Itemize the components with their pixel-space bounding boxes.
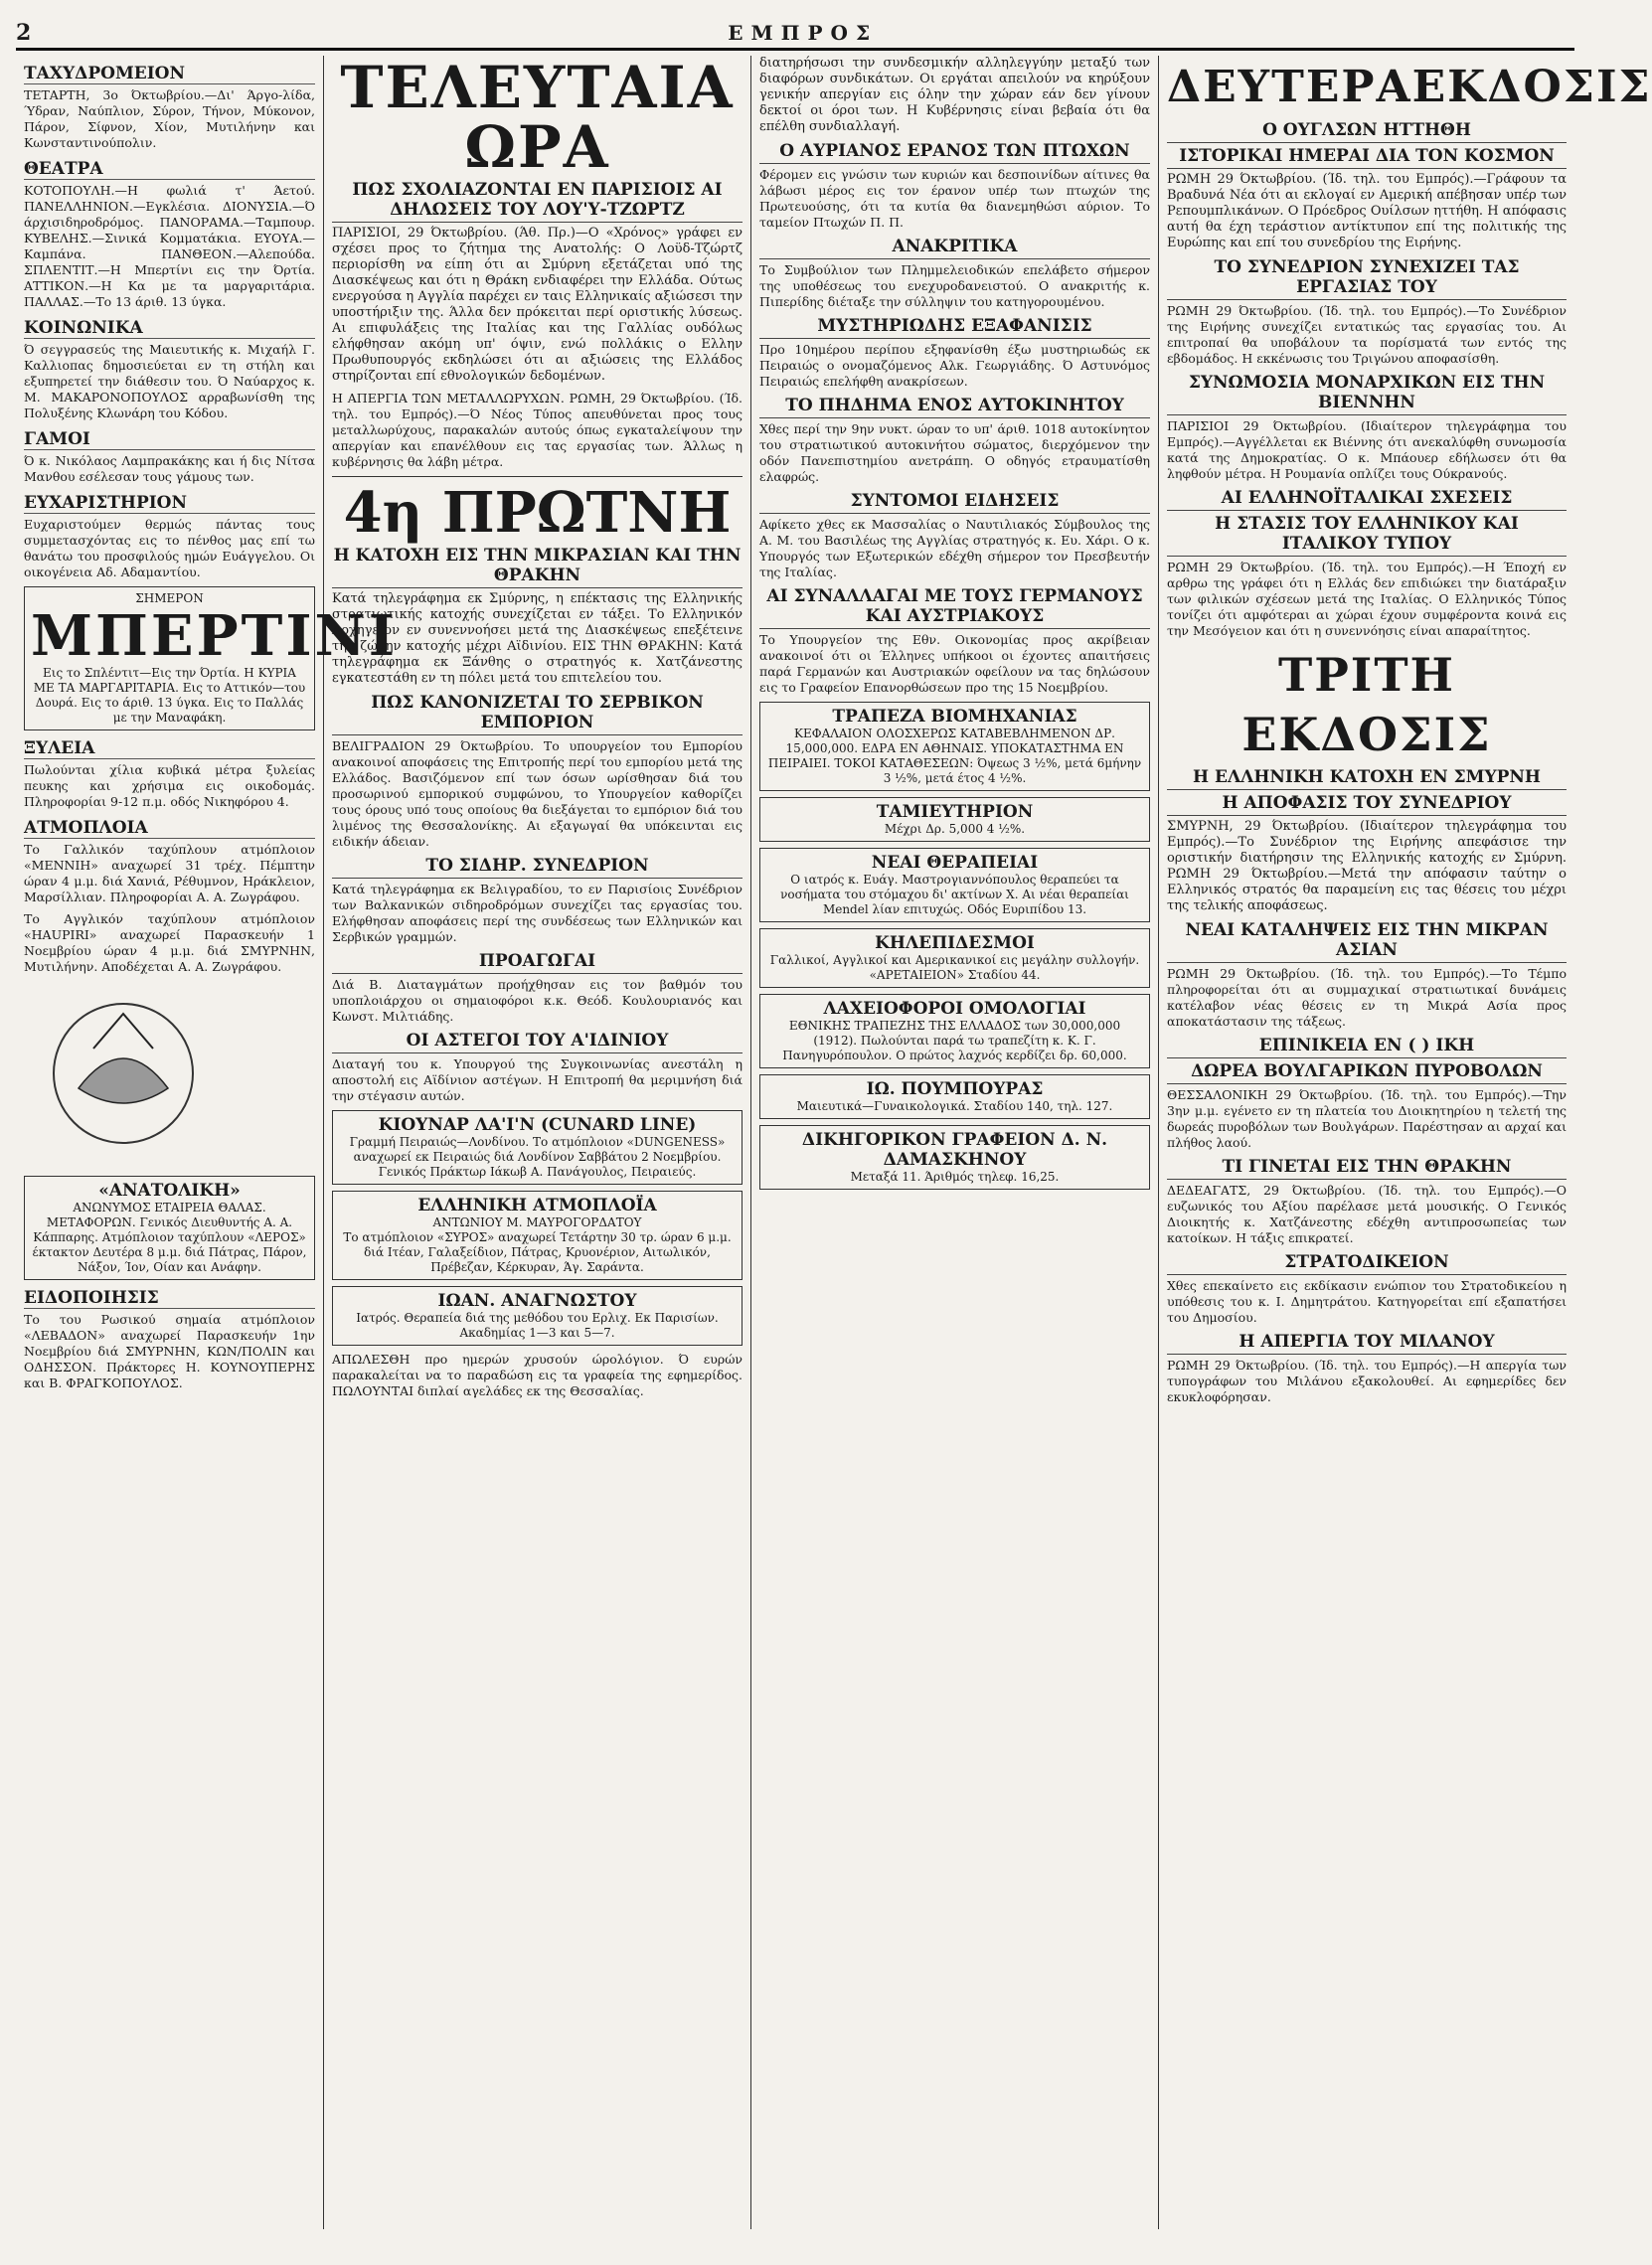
tachy-title: ΤΑΧΥΔΡΟΜΕΙΟΝ [24, 64, 315, 84]
col2-sub6: ΟΙ ΑΣΤΕΓΟΙ ΤΟΥ Α'ΙΔΙΝΙΟΥ [332, 1031, 743, 1053]
col3-art4: Χθες περί την 9ην νυκτ. ώραν το υπ' άριθ. 1018 αυτοκίνητον του στρατιωτικού αυτοκινήτου σώματος, διερχόμενον την οδόν Πανεπιστημίου ανετράπη. Ο οδηγός ετραυματίσθη ελαφρώς. [759, 421, 1150, 484]
bertini-text: Εις το Σπλέντιτ—Εις την Όρτία. Η ΚΥΡΙΑ ΜΕ ΤΑ ΜΑΡΓΑΡΙΤΑΡΙΑ. Εις το Αττικόν—του Δουρά. Εις το άριθ. 13 ύγκα. Εις το Παλλάς με την Μαναφάκη. [33, 666, 306, 725]
masthead: ΕΜΠΡΟΣ [728, 21, 879, 45]
col2-art4: Κατά τηλεγράφημα εκ Βελιγραδίου, το εν Παρισίοις Συνέδριον των Βαλκανικών σιδηροδρόμων συνεχίζει τας εργασίας του. Ελήφθησαν αποφάσεις περί της συνδέσεως των Ελληνικών και Σερβικών γραμμών. [332, 882, 743, 944]
col4-art8: ΔΕΔΕΑΓΑΤΣ, 29 Όκτωβρίου. (Ίδ. τηλ. του Εμπρός).—Ο ευζωνικός του Αξίου παρέλασε μετά μουσικής. Ο Γενικός Διοικητής κ. Χατζάνεστης εδέχθη αντιπροσωπείας των κατοίκων. Η τάξις επικρατεί. [1167, 1183, 1567, 1245]
lachiophoroi-ad [759, 994, 1150, 1068]
col4-sub7b: ΔΩΡΕΑ ΒΟΥΛΓΑΡΙΚΩΝ ΠΥΡΟΒΟΛΩΝ [1167, 1061, 1567, 1084]
newspaper-page [16, 18, 1652, 2229]
col2-art5: Διά Β. Διαταγμάτων προήχθησαν εις τον βαθμόν του υποπλοιάρχου οι σημαιοφόροι κ.κ. Θεόδ. Κουλουριανός και Κωνστ. Μιλτιάδης. [332, 977, 743, 1024]
column-3 [751, 56, 1159, 2229]
col4-art1: ΡΩΜΗ 29 Όκτωβρίου. (Ίδ. τηλ. του Εμπρός).—Γράφουν τα Βραδυνά Νέα ότι αι εκλογαί εν Αμερική απέβησαν υπέρ των Ρεπουμπλικάνων. Ο Πρόεδρος Ουίλσων ηττήθη. Η απόφασις αυτή θα έχη τεράστιον αντίκτυπον επί της πολιτικής της Ευρώπης και επί του συνεδρίου της Ειρήνης. [1167, 172, 1567, 250]
col4-art6: ΡΩΜΗ 29 Όκτωβρίου. (Ίδ. τηλ. του Εμπρός).—Το Τέμπο πληροφορείται ότι αι συμμαχικαί στρατιωτικαί δυνάμεις κατέλαβον νέας θέσεις εν τη Μικρά Ασία προς αποκατάστασιν της τάξεως. [1167, 966, 1567, 1029]
cunard-ad [332, 1110, 743, 1185]
col4-sub8: ΤΙ ΓΙΝΕΤΑΙ ΕΙΣ ΤΗΝ ΘΡΑΚΗΝ [1167, 1157, 1567, 1180]
col4-sub5: Η ΕΛΛΗΝΙΚΗ ΚΑΤΟΧΗ ΕΝ ΣΜΥΡΝΗ [1167, 767, 1567, 790]
gamoi-title: ΓΑΜΟΙ [24, 429, 315, 450]
col2-art6: Διαταγή του κ. Υπουργού της Συγκοινωνίας ανεστάλη η αποστολή εις Αϊδίνιον αστέγων. Η Επιτροπή θα μεριμνήση διά την στέγασιν αυτών. [332, 1056, 743, 1103]
therapeiai-text: Ο ιατρός κ. Ευάγ. Μαστρογιαννόπουλος θεραπεύει τα νοσήματα του στόμαχου δι' ακτίνων Χ. Αι νέαι θεραπείαι Mendel λίαν επιτυχώς. Οδός Ευριπίδου 13. [780, 873, 1129, 916]
col4-sub3: ΣΥΝΩΜΟΣΙΑ ΜΟΝΑΡΧΙΚΩΝ ΕΙΣ ΤΗΝ ΒΙΕΝΝΗΝ [1167, 373, 1567, 415]
banner-teleutaia: ΤΕΛΕΥΤΑΙΑ ΩΡΑ [340, 54, 735, 181]
col2-art3: ΒΕΛΙΓΡΑΔΙΟΝ 29 Όκτωβρίου. Το υπουργείον του Εμπορίου ανακοινοί αποφάσεις της Επιτροπής περί του εμπορίου μετά της Ελλάδος. Βασιζόμενον επί των όσων ωρίσθησαν διά του προσωρινού εμπορικού συμφώνου, το Υπουργείον καθορίζει τους όρους υπό τους οποίους θα διεξάγεται το εμπόριον διά του λιμένος της Θεσσαλονίκης. Αι εξαγωγαί θα υπόκεινται εις ειδικήν άδειαν. [332, 738, 743, 849]
col2-sub4: ΤΟ ΣΙΔΗΡ. ΣΥΝΕΔΡΙΟΝ [332, 856, 743, 879]
eidop-text: Το του Ρωσικού σημαία ατμόπλοιον «ΛΕΒΑΔΟΝ» αναχωρεί Παρασκευήν 1ην Νοεμβρίου διά ΣΜΥΡΝΗΝ, ΚΩΝ/ΠΟΛΙΝ και ΟΔΗΣΣΟΝ. Πράκτορες Η. ΚΟΥΝΟΥΠΕΡΗΣ και Β. ΦΡΑΓΚΟΠΟΥΛΟΣ. [24, 1312, 315, 1390]
banner-4th-edition: 4η ΠΡΩΤΝΗ [343, 480, 732, 546]
damaskinou-text: Μεταξά 11. Άριθμός τηλεφ. 16,25. [850, 1170, 1060, 1184]
col3-art6: Το Υπουργείον της Εθν. Οικονομίας προς ακρίβειαν ανακοινοί ότι οι Έλληνες υπήκοοι οι έχοντες απαιτήσεις παρά Γερμανών και Αυστριακών οφείλουν να τας δηλώσουν εις το Γραφείον Επανορθώσεων προ της 15 Νοεμβρίου. [759, 632, 1150, 695]
col4-sub1: ΙΣΤΟΡΙΚΑΙ ΗΜΕΡΑΙ ΔΙΑ ΤΟΝ ΚΟΣΜΟΝ [1167, 146, 1567, 169]
kilepidesmoi-ad [759, 928, 1150, 988]
col3-sub2: ΑΝΑΚΡΙΤΙΚΑ [759, 237, 1150, 259]
lachiophoroi-head: ΛΑΧΕΙΟΦΟΡΟΙ ΟΜΟΛΟΓΙΑΙ [823, 999, 1086, 1019]
bertini-intro: ΣΗΜΕΡΟΝ [135, 591, 204, 605]
col4-art9: Χθες επεκαίνετο εις εκδίκασιν ενώπιον του Στρατοδικείου η υπόθεσις του κ. Ι. Δημητράτου. Κατηγορείται επί εξαπατήσει του Δημοσίου. [1167, 1278, 1567, 1325]
col2-art1: ΠΑΡΙΣΙΟΙ, 29 Όκτωβρίου. (Άθ. Πρ.)—Ο «Χρόνος» γράφει εν σχέσει προς το ζήτημα της Ανατολής: Ο Λοϋδ-Τζώρτζ περιορίσθη να είπη ότι αι Σμύρνη εξετάζεται υπό της Διασκέψεως και ότι η Θράκη ενδιαφέρει την Ελλάδα. Ούτως ενεργούσα η Αγγλία παρέχει εν ταις Ελληνικαίς αξιώσεσι την υποστήριξιν της. Άλλα δεν πρόκειται περί οριστικής λύσεως. Αι επιφυλάξεις της Ιταλίας και της Γαλλίας ουδόλως ελήφθησαν ακόμη υπ' όψιν, ενώ πολλάκις ο Ελλην Πρωθυπουργός εκδηλώσει ότι αι αξιώσεις της Ελλάδος στηρίζονται επί εθνολογικών δεδομένων. [332, 226, 743, 384]
col4-sub6: ΝΕΑΙ ΚΑΤΑΛΗΨΕΙΣ ΕΙΣ ΤΗΝ ΜΙΚΡΑΝ ΑΣΙΑΝ [1167, 920, 1567, 963]
col3-sub1: Ο ΑΥΡΙΑΝΟΣ ΕΡΑΝΟΣ ΤΩΝ ΠΤΩΧΩΝ [759, 141, 1150, 164]
anagnostou-ad [332, 1286, 743, 1346]
col4-art2: ΡΩΜΗ 29 Όκτωβρίου. (Ίδ. τηλ. του Εμπρός).—Το Συνέδριον της Ειρήνης συνεχίζει εντατικώς τας εργασίας του. Αι επιτροπαί θα υποβάλουν τα πορίσματά των εντός της εβδομάδος. Η εκκένωσις του Τριγώνου αποφασίσθη. [1167, 303, 1567, 366]
divider [332, 476, 743, 477]
column-1 [16, 56, 398, 2229]
kilepidesmoi-text: Γαλλικοί, Αγγλικοί και Αμερικανικοί εις μεγάλην συλλογήν. «ΑΡΕΤΑΙΕΙΟΝ» Σταδίου 44. [769, 953, 1140, 982]
col2-sub3: ΠΩΣ ΚΑΝΟΝΙΖΕΤΑΙ ΤΟ ΣΕΡΒΙΚΟΝ ΕΜΠΟΡΙΟΝ [332, 693, 743, 735]
anagnostou-text: Ιατρός. Θεραπεία διά της μεθόδου του Ερλιχ. Εκ Παρισίων. Ακαδημίας 1—3 και 5—7. [356, 1311, 719, 1340]
column-4 [1159, 56, 1652, 2229]
col4-sub9: ΣΤΡΑΤΟΔΙΚΕΙΟΝ [1167, 1252, 1567, 1275]
tamieutirion-head: ΤΑΜΙΕΥΤΗΡΙΟΝ [876, 802, 1034, 822]
col2-sub5: ΠΡΟΑΓΩΓΑΙ [332, 951, 743, 974]
eidop-title: ΕΙΔΟΠΟΙΗΣΙΣ [24, 1288, 315, 1309]
tamieutirion-ad [759, 797, 1150, 842]
col4-sub4b: Η ΣΤΑΣΙΣ ΤΟΥ ΕΛΛΗΝΙΚΟΥ ΚΑΙ ΙΤΑΛΙΚΟΥ ΤΥΠΟΥ [1167, 514, 1567, 557]
banner-triti: ΤΡΙΤΗ ΕΚΔΟΣΙΣ [1241, 648, 1492, 761]
bank-ad [759, 702, 1150, 791]
col4-sub10: Η ΑΠΕΡΓΙΑ ΤΟΥ ΜΙΛΑΝΟΥ [1167, 1332, 1567, 1355]
xyleia-text: Πωλούνται χίλια κυβικά μέτρα ξυλείας πευκης και χρήσιμα εις οικοδομάς. Πληροφορίαι 9-12 π.μ. οδός Νικηφόρου 4. [24, 762, 315, 809]
col4-sub7: ΕΠΙΝΙΚΕΙΑ ΕΝ ( ) ΙΚΗ [1167, 1036, 1567, 1058]
poumpouras-text: Μαιευτικά—Γυναικολογικά. Σταδίου 140, τηλ. 127. [796, 1099, 1113, 1113]
col4-art4: ΡΩΜΗ 29 Όκτωβρίου. (Ίδ. τηλ. του Εμπρός).—Η Έποχή εν αρθρω της γράφει ότι η Ελλάς δεν επιδιώκει την διατάραξιν των φιλικών σχέσεων μετά της Ιταλίας. Ο Ελληνικός Τύπος τονίζει ότι αμφότεραι αι χώραι έχουν συμφέροντα κοινά εις την Μεσόγειον και ότι η συνεννόησις είναι απαραίτητος. [1167, 560, 1567, 638]
anatoliki-ad [24, 1176, 315, 1280]
poumpouras-head: ΙΩ. ΠΟΥΜΠΟΥΡΑΣ [866, 1079, 1044, 1099]
col3-sub4: ΤΟ ΠΗΔΗΜΑ ΕΝΟΣ ΑΥΤΟΚΙΝΗΤΟΥ [759, 396, 1150, 418]
col4-sub5b: Η ΑΠΟΦΑΣΙΣ ΤΟΥ ΣΥΝΕΔΡΙΟΥ [1167, 793, 1567, 816]
atmoploia-sub: ΑΝΤΩΝΙΟΥ Μ. ΜΑΥΡΟΓΟΡΔΑΤΟΥ [432, 1215, 642, 1229]
col2-art1b: Η ΑΠΕΡΓΙΑ ΤΩΝ ΜΕΤΑΛΛΩΡΥΧΩΝ. ΡΩΜΗ, 29 Όκτωβρίου. (Ίδ. τηλ. του Εμπρός).—Ό Νέος Τύπος απευθύνεται προς τους μεταλλωρύχους, παρακαλών αυτούς όπως εγκαταλείψουν την απεργίαν και επανέλθουν εις τας εργασίας των. Άλλως η κυβέρνησις θα λάβη μέτρα. [332, 391, 743, 469]
col4-art10: ΡΩΜΗ 29 Όκτωβρίου. (Ίδ. τηλ. του Εμπρός).—Η απεργία των τυπογράφων του Μιλάνου εξακολουθεί. Αι εφημερίδες δεν εκυκλοφόρησαν. [1167, 1358, 1567, 1404]
col4-sub0: Ο ΟΥΓΛΣΩΝ ΗΤΤΗΘΗ [1167, 120, 1567, 143]
col3-sub6: ΑΙ ΣΥΝΑΛΛΑΓΑΙ ΜΕ ΤΟΥΣ ΓΕΡΜΑΝΟΥΣ ΚΑΙ ΑΥΣΤΡΙΑΚΟΥΣ [759, 586, 1150, 629]
anagnostou-head: ΙΩΑΝ. ΑΝΑΓΝΩΣΤΟΥ [437, 1291, 637, 1311]
therapeiai-ad [759, 848, 1150, 922]
bank-text: ΚΕΦΑΛΑΙΟΝ ΟΛΟΣΧΕΡΩΣ ΚΑΤΑΒΕΒΛΗΜΕΝΟΝ ΔΡ. 15,000,000. ΕΔΡΑ ΕΝ ΑΘΗΝΑΙΣ. ΥΠΟΚΑΤΑΣΤΗΜΑ ΕΝ ΠΕΙΡΑΙΕΙ. ΤΟΚΟΙ ΚΑΤΑΘΕΣΕΩΝ: Όψεως 3 ½%, μετά 6μήνην 3 ½%, μετά έτος 4 ½%. [767, 727, 1142, 785]
col4-art3: ΠΑΡΙΣΙΟΙ 29 Όκτωβρίου. (Ιδιαίτερον τηλεγράφημα του Εμπρός).—Αγγέλλεται εκ Βιέννης ότι ανεκαλύφθη συνωμοσία κατά της Δημοκρατίας. Ο κ. Μπάουερ εδήλωσεν ότι θα ληφθούν μέτρα. Η Ρουμανία οπλίζει τους Ούκρανούς. [1167, 418, 1567, 481]
steamer-text: Το Γαλλικόν ταχύπλουν ατμόπλοιον «ΜΕΝΝΙΗ» αναχωρεί 31 τρέχ. Πέμπτην ώραν 4 μ.μ. διά Χανιά, Ρέθυμνον, Ηράκλειον, Μαρσίλλιαν. Πληροφορίαι Α. Α. Ζωγράφου. [24, 842, 315, 904]
lachiophoroi-text: ΕΘΝΙΚΗΣ ΤΡΑΠΕΖΗΣ ΤΗΣ ΕΛΛΑΔΟΣ των 30,000,000 (1912). Πωλούνται παρά τω τραπεζίτη κ. Κ. Γ. Πανηγυρόπουλον. Ο πρώτος λαχνός κερδίζει δρ. 60,000. [782, 1019, 1127, 1062]
anatoliki-text: ΑΝΩΝΥΜΟΣ ΕΤΑΙΡΕΙΑ ΘΑΛΑΣ. ΜΕΤΑΦΟΡΩΝ. Γενικός Διευθυντής Α. Α. Κάππαρης. Ατμόπλοιον ταχύπλουν «ΛΕΡΟΣ» έκτακτον Δευτέρα 8 μ.μ. διά Πάτρας, Πάρον, Νάξον, Ίον, Οίαν και Ανάφην. [32, 1201, 307, 1274]
top-bar [16, 18, 1574, 51]
col3-sub3: ΜΥΣΤΗΡΙΩΔΗΣ ΕΞΑΦΑΝΙΣΙΣ [759, 316, 1150, 339]
col4-sub2: ΤΟ ΣΥΝΕΔΡΙΟΝ ΣΥΝΕΧΙΖΕΙ ΤΑΣ ΕΡΓΑΣΙΑΣ ΤΟΥ [1167, 257, 1567, 300]
kilepidesmoi-head: ΚΗΛΕΠΙΔΕΣΜΟΙ [875, 933, 1035, 953]
col2-sub1: ΠΩΣ ΣΧΟΛΙΑΖΟΝΤΑΙ ΕΝ ΠΑΡΙΣΙΟΙΣ ΑΙ ΔΗΛΩΣΕΙΣ ΤΟΥ ΛΟΥ'Υ-ΤΖΩΡΤΖ [332, 180, 743, 223]
gamoi-text: Ό κ. Νικόλαος Λαμπρακάκης και ή δις Νίτσα Μανθου εσέλεσαν τους γάμους των. [24, 453, 315, 484]
col3-art1b: Φέρομεν εις γνώσιν των κυριών και δεσποινίδων αίτινες θα λάβωσι μέρος εις τον έρανον υπέρ των πτωχών της Πρωτευούσης, ότι τα κυτία θα διανεμηθώσι αύριον. Το ταμείον Πτωχών Π. Π. [759, 167, 1150, 230]
xyleia-title: ΞΥΛΕΙΑ [24, 738, 315, 759]
theatra-text: ΚΟΤΟΠΟΥΛΗ.—Η φωλιά τ' Άετού. ΠΑΝΕΛΛΗΝΙΟΝ.—Εγκλέσια. ΔΙΟΝΥΣΙΑ.—Ό άρχισιδηροδρόμος. ΠΑΝΟΡΑΜΑ.—Ταμπουρ. ΚΥΒΕΛΗΣ.—Σινικά Κομματάκια. ΕΥΟΥΑ.—Καμπάνα. ΠΑΝΘΕΟΝ.—Αλεπούδα. ΣΠΛΕΝΤΙΤ.—Η Μπερτίνι εις την Όρτία. ΑΤΤΙΚΟΝ.—Η Κα με τα μαργαριτάρια. ΠΑΛΛΑΣ.—Το 13 άριθ. 13 ύγκα. [24, 183, 315, 309]
col3-art5: Αφίκετο χθες εκ Μασσαλίας ο Ναυτιλιακός Σύμβουλος της Α. Μ. του Βασιλέως της Αγγλίας στρατηγός κ. Ευ. Χάρι. Ο κ. Υπουργός των Εξωτερικών εδέχθη σήμερον τον Πρεσβευτήν της Ιταλίας. [759, 517, 1150, 579]
atmoploia-head: ΕΛΛΗΝΙΚΗ ΑΤΜΟΠΛΟΪΑ [417, 1196, 657, 1215]
koin-text: Ό σεγγρασεύς της Μαιευτικής κ. Μιχαήλ Γ. Καλλιοπας δημοσιεύεται εν τη στήλη και εξυπηρετεί την διάθεσιν του. Ό Ναύαρχος κ. Μ. ΜΑΚΑΡΟΝΟΠΟΥΛΟΣ αρραβωνίσθη της Πολυξένης Κλωνάρη του Κόδου. [24, 342, 315, 420]
steamer-title: ΑΤΜΟΠΛΟΙΑ [24, 818, 315, 839]
poumpouras-ad [759, 1074, 1150, 1119]
therapeiai-head: ΝΕΑΙ ΘΕΡΑΠΕΙΑΙ [871, 853, 1039, 873]
steamer2-text: Το Αγγλικόν ταχύπλουν ατμόπλοιον «HAUPIRI» αναχωρεί Παρασκευήν 1 Νοεμβρίου ώραν 4 μ.μ. διά ΣΜΥΡΝΗΝ, Μυτιλήνην. Αποδέχεται Α. Α. Ζωγράφου. [24, 911, 315, 974]
bank-head: ΤΡΑΠΕΖΑ ΒΙΟΜΗΧΑΝΙΑΣ [832, 707, 1077, 727]
damaskinou-ad [759, 1125, 1150, 1190]
bertini-ad [24, 586, 398, 730]
col3-sub5: ΣΥΝΤΟΜΟΙ ΕΙΔΗΣΕΙΣ [759, 491, 1150, 514]
atmoploia-text: Το ατμόπλοιον «ΣΥΡΟΣ» αναχωρεί Τετάρτην 30 τρ. ώραν 6 μ.μ. διά Ιτέαν, Γαλαξείδιον, Πάτρας, Κρυονέριον, Αιτωλικόν, Πρέβεζαν, Κέρκυραν, Άγ. Σαράντα. [343, 1230, 732, 1274]
eux-title: ΕΥΧΑΡΙΣΤΗΡΙΟΝ [24, 493, 315, 514]
col3-art2: Το Συμβούλιον των Πλημμελειοδικών επελάβετο σήμερον της υποθέσεως του ενεχυροδανειστού. Ο ανακριτής κ. Πιπερίδης διέταξε την σύλληψιν του κατηγορουμένου. [759, 262, 1150, 309]
col3-art3: Προ 10ημέρου περίπου εξηφανίσθη έξω μυστηριωδώς εκ Πειραιώς ο ονομαζόμενος Αλκ. Γεωργιάδης. Ό Αστυνόμος Πειραιώς επελήφθη ανακρίσεων. [759, 342, 1150, 389]
cunard-text: Γραμμή Πειραιώς—Λονδίνου. Το ατμόπλοιον «DUNGENESS» αναχωρεί εκ Πειραιώς διά Λονδίνον Σαββάτου 2 Νοεμβρίου. Γενικός Πράκτωρ Ιάκωβ Α. Πανάγουλος, Πειραιεύς. [349, 1135, 726, 1179]
bertini-name: ΜΠΕΡΤΙΝΙ [31, 603, 398, 669]
tamieutirion-text: Μέχρι Δρ. 5,000 4 ½%. [884, 822, 1026, 836]
cunard-head: ΚΙΟΥΝΑΡ ΛΑ'Ι'Ν (CUNARD LINE) [378, 1115, 697, 1135]
atmoploia-ad [332, 1191, 743, 1280]
col3-art1: διατηρήσωσι την συνδεσμικήν αλληλεγγύην μεταξύ των διαφόρων συνδικάτων. Οι εργάται απειλούν να κηρύξουν γενικήν απεργίαν εις όλην την χώραν εάν δεν γίνουν δεκτοί οι όροι των. Η Κυβέρνησις είναι βεβαία ότι θα επέλθη συνδιαλλαγή. [759, 56, 1150, 134]
col4-art5: ΣΜΥΡΝΗ, 29 Όκτωβρίου. (Ιδιαίτερον τηλεγράφημα του Εμπρός).—Το Συνέδριον της Ειρήνης απεφάσισε την οριστικήν διατήρησιν της Ελληνικής κατοχής εν Σμύρνη. ΡΩΜΗ 29 Όκτωβρίου.—Μετά την απόφασιν ταύτην ο Ελληνικός στρατός θα παραμείνη εις τας θέσεις του μέχρι της τελικής αποφάσεως. [1167, 819, 1567, 913]
col2-small-text: ΑΠΩΛΕΣΘΗ προ ημερών χρυσούν ώρολόγιον. Ό ευρών παρακαλείται να το παραδώση εις τα γραφεία της εφημερίδος. ΠΩΛΟΥΝΤΑΙ διπλαί αγελάδες εκ της Θεσσαλίας. [332, 1352, 743, 1398]
eux-text: Ευχαριστούμεν θερμώς πάντας τους συμμετασχόντας εις το πένθος μας επί τω θανάτω του προσφιλούς ημών Ευάγγελου. Οι οικογένεια Αδ. Αδαμαντίου. [24, 517, 315, 579]
theatra-title: ΘΕΑΤΡΑ [24, 159, 315, 180]
tachy-text: ΤΕΤΑΡΤΗ, 3ο Όκτωβρίου.—Δι' Άργο-λίδα, Ύδραν, Ναύπλιον, Σύρον, Τήνον, Μύκονον, Πάρον, Σίφνον, Χίον, Μυτιλήνην και Κωνσταντινούπολιν. [24, 87, 315, 150]
col2-sub2: Η ΚΑΤΟΧΗ ΕΙΣ ΤΗΝ ΜΙΚΡΑΣΙΑΝ ΚΑΙ ΤΗΝ ΘΡΑΚΗΝ [332, 546, 743, 588]
anatoliki-logo-icon [24, 989, 223, 1158]
damaskinou-head: ΔΙΚΗΓΟΡΙΚΟΝ ΓΡΑΦΕΙΟΝ Δ. Ν. ΔΑΜΑΣΚΗΝΟΥ [801, 1130, 1108, 1170]
koin-title: ΚΟΙΝΩΝΙΚΑ [24, 318, 315, 339]
banner-deutera: ΔΕΥΤΕΡΑΕΚΔΟΣΙΣ [1167, 62, 1652, 112]
anatoliki-title: «ΑΝΑΤΟΛΙΚΗ» [98, 1181, 241, 1201]
col4-sub4: ΑΙ ΕΛΛΗΝΟΪΤΑΛΙΚΑΙ ΣΧΕΣΕΙΣ [1167, 488, 1567, 511]
column-2 [324, 56, 751, 2229]
page-number: 2 [16, 20, 32, 46]
col2-art2: Κατά τηλεγράφημα εκ Σμύρνης, η επέκτασις της Ελληνικής στρατιωτικής κατοχής συνεχίζεται εν τάξει. Το Ελληνικόν Αρχηγείον εν συνεννοήσει μετά της Διασκέψεως επεξέτεινε την ζώνην κατοχής μέχρι Αϊδινίου. ΕΙΣ ΤΗΝ ΘΡΑΚΗΝ: Κατά τηλεγράφημα εκ Ξάνθης ο στρατηγός κ. Χατζάνεστης εγκατεστάθη εν τη πόλει μετά του επιτελείου του. [332, 591, 743, 686]
columns [16, 54, 1652, 2229]
col4-art7: ΘΕΣΣΑΛΟΝΙΚΗ 29 Όκτωβρίου. (Ίδ. τηλ. του Εμπρός).—Την 3ην μ.μ. εγένετο εν τη πλατεία του Διοικητηρίου η τελετή της δωρεάς πυροβόλων των Βουλγάρων. Παρέστησαν αι αρχαί και πλήθος λαού. [1167, 1087, 1567, 1150]
